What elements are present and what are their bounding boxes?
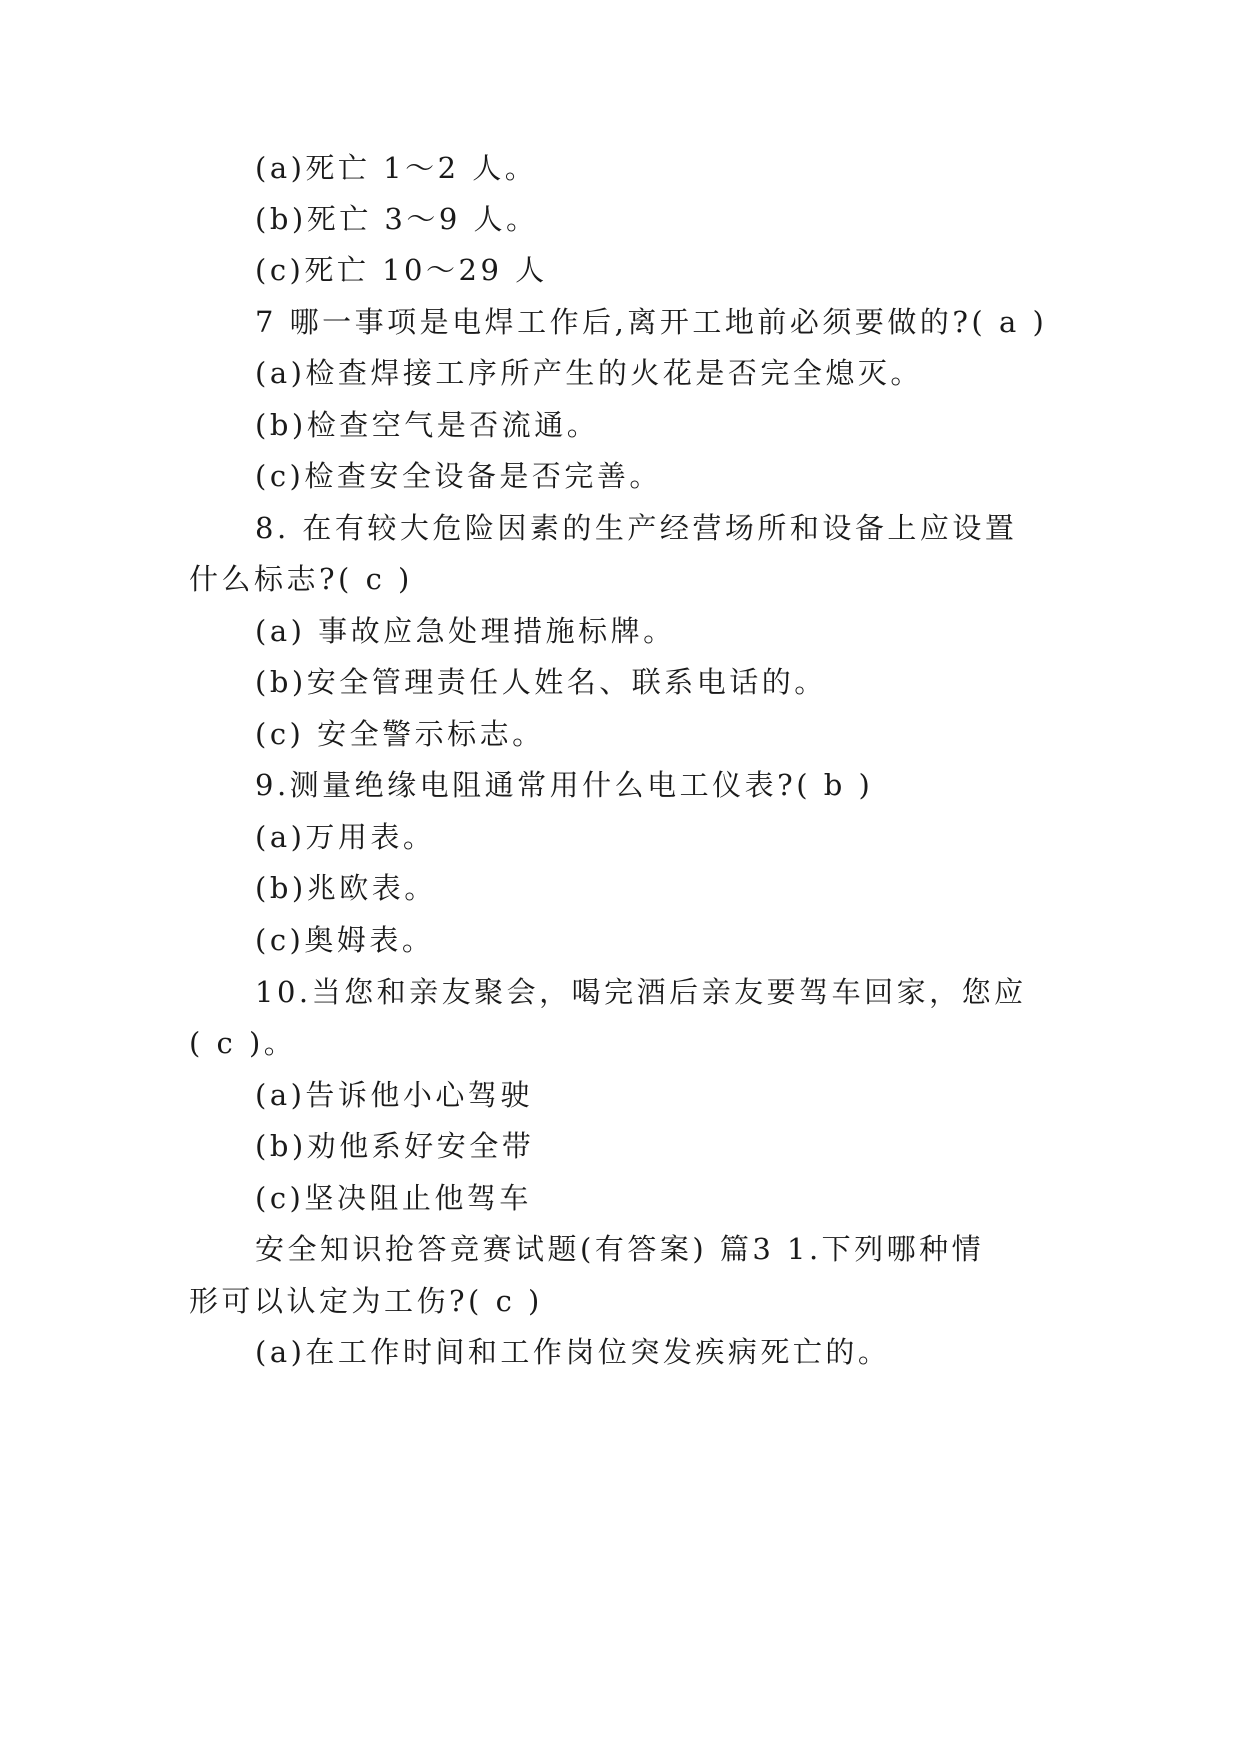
option-line: (b)死亡 3～9 人。 xyxy=(255,202,539,236)
option-line: (a)在工作时间和工作岗位突发疾病死亡的。 xyxy=(255,1335,891,1369)
option-line: (a)万用表。 xyxy=(255,820,436,854)
option-line: (c)死亡 10～29 人 xyxy=(255,253,548,287)
option-line: (b)安全管理责任人姓名、联系电话的。 xyxy=(255,665,827,699)
question-line-continued: 形可以认定为工伤?( c ) xyxy=(189,1284,543,1318)
option-line: (b)兆欧表。 xyxy=(255,871,437,905)
option-line: (c)奥姆表。 xyxy=(255,923,435,957)
question-line-continued: 什么标志?( c ) xyxy=(189,562,413,596)
option-line: (a)检查焊接工序所产生的火花是否完全熄灭。 xyxy=(255,356,923,390)
option-line: (c)坚决阻止他驾车 xyxy=(255,1181,532,1215)
question-line: 9.测量绝缘电阻通常用什么电工仪表?( b ) xyxy=(255,768,874,802)
option-line: (a) 事故应急处理措施标牌。 xyxy=(255,614,676,648)
question-line: 7 哪一事项是电焊工作后,离开工地前必须要做的?( a ) xyxy=(255,305,1048,339)
section-heading-line: 安全知识抢答竞赛试题(有答案) 篇3 1.下列哪种情 xyxy=(255,1232,985,1266)
question-line-continued: ( c )。 xyxy=(189,1026,297,1060)
option-line: (c) 安全警示标志。 xyxy=(255,717,545,751)
option-line: (c)检查安全设备是否完善。 xyxy=(255,459,662,493)
option-line: (a)死亡 1～2 人。 xyxy=(255,151,538,185)
question-line: 8. 在有较大危险因素的生产经营场所和设备上应设置 xyxy=(255,511,1018,545)
option-line: (b)劝他系好安全带 xyxy=(255,1129,535,1163)
question-line: 10.当您和亲友聚会，喝完酒后亲友要驾车回家，您应 xyxy=(255,975,1027,1009)
option-line: (a)告诉他小心驾驶 xyxy=(255,1078,533,1112)
option-line: (b)检查空气是否流通。 xyxy=(255,408,600,442)
